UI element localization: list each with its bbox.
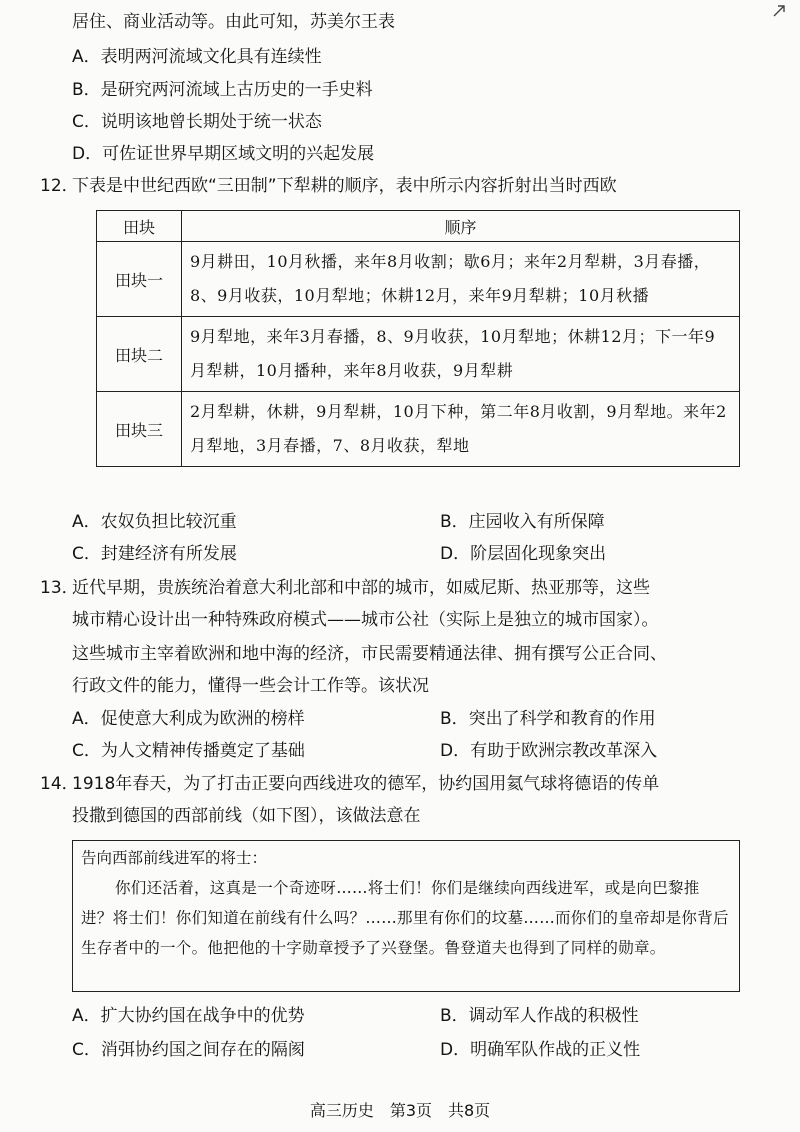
q13-option-d: D．有助于欧洲宗教改革深入 (440, 741, 658, 761)
table-row (97, 392, 740, 467)
q11-option-a: A．表明两河流域文化具有连续性 (72, 47, 322, 67)
table-row (97, 242, 740, 317)
table-cell-order: 9月耕田，10月秋播，来年8月收割；歇6月；来年2月犁耕，3月春播，8、9月收获，10月犁地；休耕12月，来年9月犁耕；10月秋播 (182, 242, 740, 317)
q11-stem-continued: 居住、商业活动等。由此可知，苏美尔王表 (72, 12, 395, 32)
table-cell-field-name: 田块一 (97, 242, 182, 317)
q13-option-c: C．为人文精神传播奠定了基础 (72, 741, 305, 761)
table-header-row (97, 211, 740, 242)
table-cell-field-name: 田块二 (97, 317, 182, 392)
table-cell-field-name: 田块三 (97, 392, 182, 467)
q14-number: 14． (40, 774, 79, 794)
q11-option-d: D．可佐证世界早期区域文明的兴起发展 (72, 144, 375, 164)
q11-option-c: C．说明该地曾长期处于统一状态 (72, 112, 322, 132)
q14-option-b: B．调动军人作战的积极性 (440, 1006, 639, 1026)
q13-number: 13． (40, 578, 79, 598)
table-cell-order: 9月犁地，来年3月春播，8、9月收获，10月犁地；休耕12月；下一年9月犁耕，10月播种，来年8月收获，9月犁耕 (182, 317, 740, 392)
propaganda-leaflet-box (72, 840, 740, 992)
q14-option-a: A．扩大协约国在战争中的优势 (72, 1006, 305, 1026)
q14-option-c: C．消弭协约国之间存在的隔阂 (72, 1040, 305, 1060)
corner-mark-icon (772, 4, 786, 18)
table-header-order: 顺序 (182, 211, 740, 242)
table-cell-order: 2月犁耕，休耕，9月犁耕，10月下种，第二年8月收割，9月犁地。来年2月犁地，3月春播，7、8月收获，犁地 (182, 392, 740, 467)
q13-stem-line-4: 行政文件的能力，懂得一些会计工作等。该状况 (72, 676, 429, 696)
q14-stem-line-2: 投撒到德国的西部前线（如下图），该做法意在 (72, 806, 421, 826)
q12-stem: 下表是中世纪西欧“三田制”下犁耕的顺序，表中所示内容折射出当时西欧 (72, 176, 617, 196)
q14-stem-line-1: 1918年春天，为了打击正要向西线进攻的德军，协约国用氦气球将德语的传单 (72, 774, 660, 794)
q12-option-c: C．封建经济有所发展 (72, 544, 237, 564)
q11-option-b: B．是研究两河流域上古历史的一手史料 (72, 80, 373, 100)
three-field-table (96, 210, 740, 467)
q12-number: 12． (40, 176, 79, 196)
leaflet-body: 你们还活着，这真是一个奇迹呀……将士们！你们是继续向西线进军，或是向巴黎推进？将士们！你们知道在前线有什么吗？……那里有你们的坟墓……而你们的皇帝却是你背后生存者中的一个。他把他的十字勋章授予了兴登堡。鲁登道夫也得到了同样的勋章。 (81, 879, 729, 957)
table-header-field: 田块 (97, 211, 182, 242)
q13-option-b: B．突出了科学和教育的作用 (440, 709, 656, 729)
leaflet-heading: 告向西部前线进军的将士： (81, 849, 268, 867)
q13-option-a: A．促使意大利成为欧洲的榜样 (72, 709, 305, 729)
q14-option-d: D．明确军队作战的正义性 (440, 1040, 641, 1060)
table-row (97, 317, 740, 392)
q13-stem-line-3: 这些城市主宰着欧洲和地中海的经济，市民需要精通法律、拥有撰写公正合同、 (72, 644, 667, 664)
q12-option-a: A．农奴负担比较沉重 (72, 512, 237, 532)
q12-option-b: B．庄园收入有所保障 (440, 512, 605, 532)
q12-option-d: D．阶层固化现象突出 (440, 544, 607, 564)
page-footer: 高三历史 第3页 共8页 (309, 1101, 491, 1120)
q13-stem-line-2: 城市精心设计出一种特殊政府模式——城市公社（实际上是独立的城市国家）。 (72, 610, 659, 630)
q13-stem-line-1: 近代早期，贵族统治着意大利北部和中部的城市，如威尼斯、热亚那等，这些 (72, 578, 650, 598)
